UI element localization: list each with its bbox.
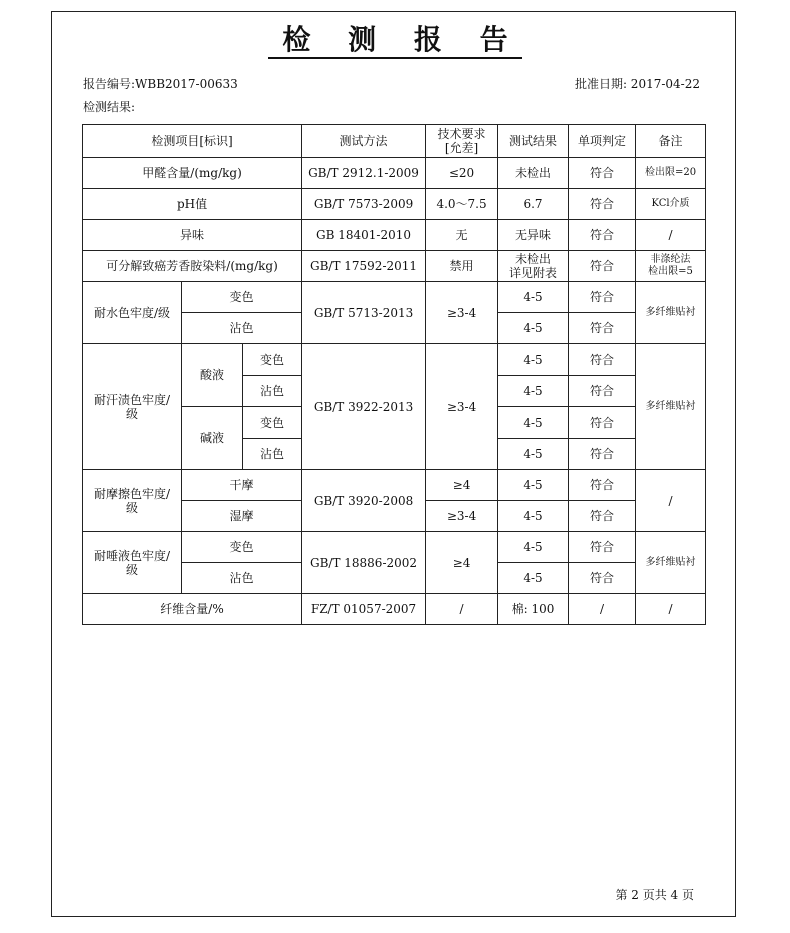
requirement-cell: ≥3-4 bbox=[426, 282, 498, 344]
judgement-cell: 符合 bbox=[569, 376, 636, 407]
requirement-cell: 禁用 bbox=[426, 251, 498, 282]
method-cell: GB/T 5713-2013 bbox=[302, 282, 426, 344]
sub-sub-item: 沾色 bbox=[243, 439, 302, 470]
result-cell: 棉: 100 bbox=[498, 594, 569, 625]
judgement-cell: 符合 bbox=[569, 501, 636, 532]
item-perspiration-fastness: 耐汗渍色牢度/ 级 bbox=[83, 344, 182, 470]
sub-item: 干摩 bbox=[182, 470, 302, 501]
item-rubbing-fastness: 耐摩擦色牢度/ 级 bbox=[83, 470, 182, 532]
table-row bbox=[83, 470, 706, 501]
result-cell: 未检出 详见附表 bbox=[498, 251, 569, 282]
method-cell: GB/T 18886-2002 bbox=[302, 532, 426, 594]
page-number: 第 2 页共 4 页 bbox=[615, 888, 694, 902]
table-row bbox=[83, 251, 706, 282]
method-cell: FZ/T 01057-2007 bbox=[302, 594, 426, 625]
header-method: 测试方法 bbox=[302, 125, 426, 158]
item-ph: pH值 bbox=[83, 189, 302, 220]
requirement-cell: 无 bbox=[426, 220, 498, 251]
method-cell: GB/T 7573-2009 bbox=[302, 189, 426, 220]
judgement-cell: 符合 bbox=[569, 439, 636, 470]
result-cell: 4-5 bbox=[498, 376, 569, 407]
sub-item: 变色 bbox=[182, 532, 302, 563]
note-cell: 多纤维贴衬 bbox=[636, 282, 706, 344]
item-aromatic-amine: 可分解致癌芳香胺染料/(mg/kg) bbox=[83, 251, 302, 282]
sub-item-alkali: 碱液 bbox=[182, 407, 243, 470]
judgement-cell: 符合 bbox=[569, 532, 636, 563]
header-judgement: 单项判定 bbox=[569, 125, 636, 158]
header-item: 检测项目[标识] bbox=[83, 125, 302, 158]
item-water-fastness: 耐水色牢度/级 bbox=[83, 282, 182, 344]
sub-item-acid: 酸液 bbox=[182, 344, 243, 407]
result-cell: 6.7 bbox=[498, 189, 569, 220]
requirement-cell: ≥3-4 bbox=[426, 344, 498, 470]
table-row bbox=[83, 344, 706, 376]
judgement-cell: 符合 bbox=[569, 313, 636, 344]
judgement-cell: 符合 bbox=[569, 158, 636, 189]
sub-sub-item: 变色 bbox=[243, 344, 302, 376]
sub-item: 沾色 bbox=[182, 563, 302, 594]
table-row bbox=[83, 532, 706, 563]
judgement-cell: 符合 bbox=[569, 251, 636, 282]
note-cell: 多纤维贴衬 bbox=[636, 532, 706, 594]
judgement-cell: 符合 bbox=[569, 189, 636, 220]
requirement-cell: / bbox=[426, 594, 498, 625]
sub-item: 湿摩 bbox=[182, 501, 302, 532]
note-cell: / bbox=[636, 220, 706, 251]
requirement-cell: ≥3-4 bbox=[426, 501, 498, 532]
item-fiber-content: 纤维含量/% bbox=[83, 594, 302, 625]
judgement-cell: 符合 bbox=[569, 220, 636, 251]
result-cell: 4-5 bbox=[498, 470, 569, 501]
requirement-cell: 4.0～7.5 bbox=[426, 189, 498, 220]
note-cell: / bbox=[636, 470, 706, 532]
table-row bbox=[83, 594, 706, 625]
method-cell: GB 18401-2010 bbox=[302, 220, 426, 251]
report-number: 报告编号:WBB2017-00633 bbox=[83, 77, 238, 91]
header-row bbox=[83, 125, 706, 158]
sub-item: 变色 bbox=[182, 282, 302, 313]
note-cell: / bbox=[636, 594, 706, 625]
requirement-cell: ≥4 bbox=[426, 470, 498, 501]
sub-sub-item: 变色 bbox=[243, 407, 302, 439]
judgement-cell: 符合 bbox=[569, 344, 636, 376]
result-cell: 4-5 bbox=[498, 313, 569, 344]
header-result: 测试结果 bbox=[498, 125, 569, 158]
header-note: 备注 bbox=[636, 125, 706, 158]
result-cell: 4-5 bbox=[498, 439, 569, 470]
approval-date: 批准日期: 2017-04-22 bbox=[574, 77, 700, 91]
sub-sub-item: 沾色 bbox=[243, 376, 302, 407]
results-table bbox=[82, 124, 706, 625]
method-cell: GB/T 17592-2011 bbox=[302, 251, 426, 282]
requirement-cell: ≤20 bbox=[426, 158, 498, 189]
header-requirement: 技术要求 [允差] bbox=[426, 125, 498, 158]
result-cell: 无异味 bbox=[498, 220, 569, 251]
note-cell: KCl介质 bbox=[636, 189, 706, 220]
item-saliva-fastness: 耐唾液色牢度/ 级 bbox=[83, 532, 182, 594]
table-row bbox=[83, 189, 706, 220]
table-row bbox=[83, 220, 706, 251]
note-cell: 检出限=20 bbox=[636, 158, 706, 189]
judgement-cell: / bbox=[569, 594, 636, 625]
result-cell: 4-5 bbox=[498, 532, 569, 563]
method-cell: GB/T 2912.1-2009 bbox=[302, 158, 426, 189]
note-cell: 多纤维贴衬 bbox=[636, 344, 706, 470]
result-cell: 4-5 bbox=[498, 501, 569, 532]
judgement-cell: 符合 bbox=[569, 470, 636, 501]
item-odor: 异味 bbox=[83, 220, 302, 251]
judgement-cell: 符合 bbox=[569, 563, 636, 594]
sub-item: 沾色 bbox=[182, 313, 302, 344]
table-row bbox=[83, 282, 706, 313]
result-cell: 4-5 bbox=[498, 563, 569, 594]
table-row bbox=[83, 158, 706, 189]
requirement-cell: ≥4 bbox=[426, 532, 498, 594]
note-cell: 非涤纶法 检出限=5 bbox=[636, 251, 706, 282]
result-cell: 4-5 bbox=[498, 344, 569, 376]
result-cell: 4-5 bbox=[498, 407, 569, 439]
item-formaldehyde: 甲醛含量/(mg/kg) bbox=[83, 158, 302, 189]
result-cell: 4-5 bbox=[498, 282, 569, 313]
judgement-cell: 符合 bbox=[569, 407, 636, 439]
results-label: 检测结果: bbox=[83, 100, 136, 114]
method-cell: GB/T 3922-2013 bbox=[302, 344, 426, 470]
result-cell: 未检出 bbox=[498, 158, 569, 189]
judgement-cell: 符合 bbox=[569, 282, 636, 313]
method-cell: GB/T 3920-2008 bbox=[302, 470, 426, 532]
report-title: 检 测 报 告 bbox=[0, 18, 790, 58]
